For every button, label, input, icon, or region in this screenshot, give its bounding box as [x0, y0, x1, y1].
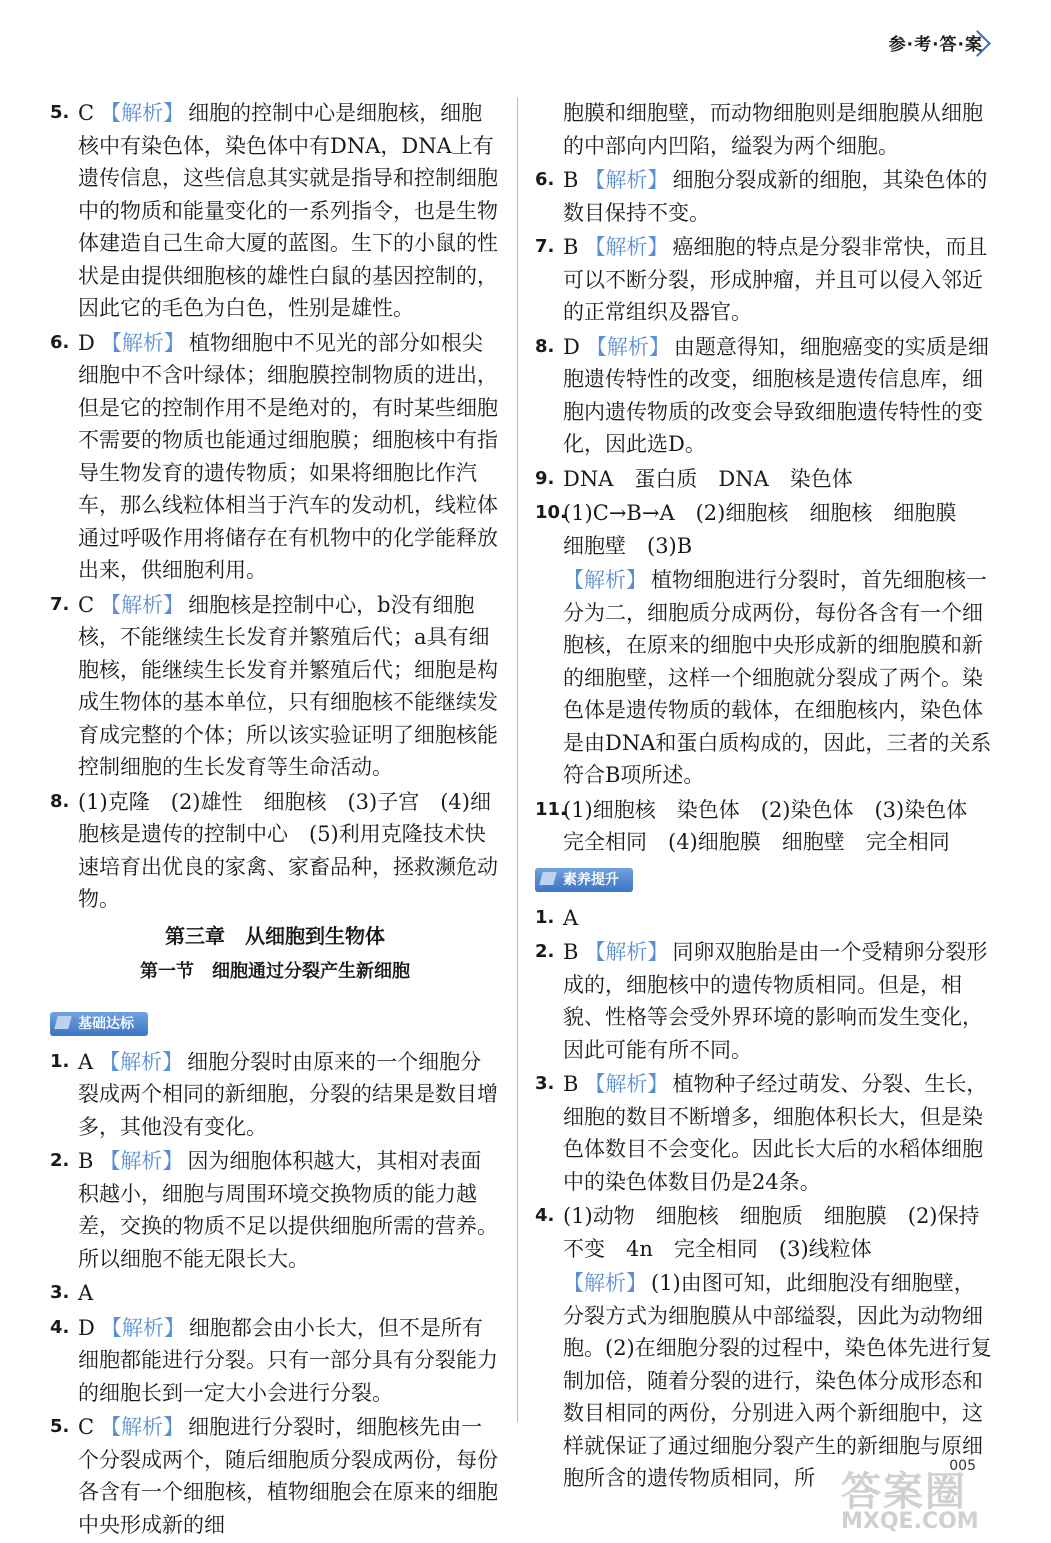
- badge-advanced: 素养提升: [535, 868, 633, 892]
- section-title: 第一节 细胞通过分裂产生新细胞: [140, 961, 410, 982]
- item-number: 9.: [535, 467, 555, 489]
- answer-item: [535, 497, 995, 562]
- answer-letter: B: [563, 1072, 579, 1096]
- answer-text: DNA 蛋白质 DNA 染色体: [563, 466, 853, 491]
- page-number: 005: [949, 1458, 976, 1474]
- answer-letter: A: [78, 1281, 94, 1305]
- answer-text: 细胞进行分裂时，细胞核先由一个分裂成两个，随后细胞质分裂成两份，每份各含有一个细胞核，植物细胞会在原来的细胞中央形成新的细: [78, 1415, 498, 1537]
- analysis-tag: 【解析】: [100, 592, 185, 617]
- answer-item: [50, 1277, 500, 1310]
- answer-text: (1)由图可知，此细胞没有细胞壁，分裂方式为细胞膜从中部缢裂，因此为动物细胞。(2)在细胞分裂的过程中，染色体先进行复制加倍，随着分裂的进行，染色体分成形态和数目相同的两份，分别进入两个新细胞中，这样就保证了通过细胞分裂产生的新细胞与原细胞所含的遗传物质相同，所: [563, 1271, 992, 1490]
- item-number: 10.: [535, 502, 567, 523]
- right-column: [535, 97, 995, 1497]
- answer-letter: A: [563, 905, 579, 930]
- item-number: 1.: [535, 906, 555, 928]
- answer-text: 细胞都会由小长大，但不是所有细胞都能进行分裂。只有一部分具有分裂能力的细胞长到一定大小会进行分裂。: [78, 1315, 498, 1405]
- answer-item: [535, 794, 995, 859]
- answer-item: [535, 1200, 995, 1265]
- answer-item: [50, 97, 500, 325]
- analysis-tag: 【解析】: [563, 1271, 647, 1295]
- watermark-bottom: MXQE.COM: [841, 1509, 979, 1534]
- badge-basic: 基础达标: [50, 1012, 148, 1036]
- analysis-tag: 【解析】: [100, 101, 185, 125]
- answer-item: [50, 1411, 500, 1541]
- watermark-top: 答案圈: [841, 1469, 967, 1515]
- answer-text: (1)细胞核 染色体 (2)染色体 (3)染色体 完全相同 (4)细胞膜 细胞壁 完全相同: [563, 797, 989, 854]
- answer-letter: B: [563, 940, 579, 964]
- answer-text: 癌细胞的特点是分裂非常快，而且可以不断分裂，形成肿瘤，并且可以侵入邻近的正常组织及器官。: [563, 235, 988, 324]
- analysis-tag: 【解析】: [584, 940, 669, 964]
- answer-letter: D: [563, 334, 580, 359]
- answer-item: [50, 327, 500, 587]
- answer-text: (1)动物 细胞核 细胞质 细胞膜 (2)保持不变 4n 完全相同 (3)线粒体: [563, 1204, 980, 1261]
- answer-text: 同卵双胞胎是由一个受精卵分裂形成的，细胞核中的遗传物质相同。但是，相貌、性格等会受外界环境的影响而发生变化，因此可能有所不同。: [563, 940, 988, 1062]
- answer-item: [535, 97, 995, 162]
- item-number: 2.: [535, 941, 555, 962]
- answer-text: 细胞分裂时由原来的一个细胞分裂成两个相同的新细胞，分裂的结果是数目增多，其他没有变化。: [78, 1049, 498, 1139]
- item-number: 7.: [50, 593, 70, 615]
- answer-letter: C: [78, 1415, 95, 1439]
- item-number: 7.: [535, 236, 555, 257]
- column-divider: [517, 97, 518, 1422]
- answer-text: 胞膜和细胞壁，而动物细胞则是细胞膜从细胞的中部向内凹陷，缢裂为两个细胞。: [563, 101, 983, 158]
- answer-item: [535, 164, 995, 229]
- answer-item: [50, 1145, 500, 1275]
- item-number: 8.: [50, 790, 70, 812]
- answer-item: [535, 463, 995, 496]
- answer-item: [535, 331, 995, 461]
- item-number: 11.: [535, 798, 567, 820]
- analysis-tag: 【解析】: [585, 334, 670, 359]
- answer-item: [50, 589, 500, 784]
- analysis-tag: 【解析】: [584, 168, 669, 192]
- item-number: 1.: [50, 1050, 70, 1072]
- answer-letter: C: [78, 592, 95, 617]
- answer-item: [50, 1046, 500, 1144]
- answer-letter: B: [78, 1149, 94, 1173]
- answer-letter: D: [78, 330, 95, 355]
- answer-text: 植物细胞进行分裂时，首先细胞核一分为二，细胞质分成两份，每份各含有一个细胞核，在原来的细胞中央形成新的细胞膜和新的细胞壁，这样一个细胞就分裂成了两个。染色体是遗传物质的载体，在细胞核内，染色体是由DNA和蛋白质构成的，因此，三者的关系符合B项所述。: [563, 568, 992, 787]
- item-number: 2.: [50, 1150, 70, 1171]
- analysis-tag: 【解析】: [584, 1072, 669, 1096]
- item-number: 3.: [535, 1073, 555, 1094]
- answer-letter: B: [563, 235, 579, 259]
- item-number: 6.: [535, 169, 555, 190]
- analysis-tag: 【解析】: [584, 235, 669, 259]
- item-number: 3.: [50, 1282, 70, 1303]
- item-number: 5.: [50, 102, 70, 123]
- watermark-logo: [841, 1460, 1011, 1534]
- analysis-tag: 【解析】: [99, 1149, 184, 1173]
- analysis-tag: 【解析】: [99, 1049, 184, 1074]
- answer-item: [535, 231, 995, 329]
- answer-letter: A: [78, 1049, 94, 1074]
- answer-text: (1)C→B→A (2)细胞核 细胞核 细胞膜 细胞壁 (3)B: [563, 501, 978, 558]
- analysis-tag: 【解析】: [100, 330, 185, 355]
- answer-item: [535, 936, 995, 1066]
- analysis-tag: 【解析】: [100, 1415, 185, 1439]
- analysis-tag: 【解析】: [100, 1315, 185, 1340]
- answer-text: 细胞分裂成新的细胞，其染色体的数目保持不变。: [563, 168, 988, 225]
- item-number: 4.: [535, 1205, 555, 1226]
- analysis-tag: 【解析】: [563, 568, 647, 592]
- answer-text: 细胞的控制中心是细胞核，细胞核中有染色体，染色体中有DNA，DNA上有遗传信息，这些信息其实就是指导和控制细胞中的物质和能量变化的一系列指令，也是生物体建造自己生命大厦的蓝图。生下的小鼠的性状是由提供细胞核的雄性白鼠的基因控制的，因此它的毛色为白色，性别是雄性。: [78, 101, 498, 320]
- item-number: 4.: [50, 1316, 70, 1338]
- answer-text: (1)克隆 (2)雄性 细胞核 (3)子宫 (4)细胞核是遗传的控制中心 (5)利用克隆技术快速培育出优良的家禽、家畜品种，拯救濒危动物。: [78, 789, 498, 911]
- left-column: [50, 97, 500, 1543]
- answer-item: [535, 902, 995, 935]
- answer-text: 植物种子经过萌发、分裂、生长，细胞的数目不断增多，细胞体积长大，但是染色体数目不会变化。因此长大后的水稻体细胞中的染色体数目仍是24条。: [563, 1072, 988, 1194]
- item-number: 8.: [535, 335, 555, 357]
- answer-item: [535, 564, 995, 792]
- answer-item: [535, 1068, 995, 1198]
- answer-item: [50, 1312, 500, 1410]
- header-label: 参·考·答·案: [888, 35, 983, 55]
- answer-text: 由题意得知，细胞癌变的实质是细胞遗传特性的改变，细胞核是遗传信息库，细胞内遗传物质的改变会导致细胞遗传特性的变化，因此选D。: [563, 334, 989, 456]
- item-number: 5.: [50, 1416, 70, 1437]
- answer-text: 细胞核是控制中心，b没有细胞核，不能继续生长发育并繁殖后代；a具有细胞核，能继续生长发育并繁殖后代；细胞是构成生物体的基本单位，只有细胞核不能继续发育成完整的个体；所以该实验证明了细胞核能控制细胞的生长发育等生命活动。: [78, 592, 498, 779]
- answer-item: [50, 786, 500, 916]
- chapter-title: 第三章 从细胞到生物体: [165, 923, 385, 948]
- answer-letter: B: [563, 168, 579, 192]
- answer-letter: C: [78, 101, 95, 125]
- item-number: 6.: [50, 331, 70, 353]
- answer-text: 植物细胞中不见光的部分如根尖细胞中不含叶绿体；细胞膜控制物质的进出，但是它的控制作用不是绝对的，有时某些细胞不需要的物质也能通过细胞膜；细胞核中有指导生物发育的遗传物质；如果将细胞比作汽车，那么线粒体相当于汽车的发动机，线粒体通过呼吸作用将储存在有机物中的化学能释放出来，供细胞利用。: [78, 330, 498, 582]
- answer-letter: D: [78, 1315, 95, 1340]
- answer-text: 因为细胞体积越大，其相对表面积越小，细胞与周围环境交换物质的能力越差，交换的物质不足以提供细胞所需的营养。所以细胞不能无限长大。: [78, 1149, 498, 1271]
